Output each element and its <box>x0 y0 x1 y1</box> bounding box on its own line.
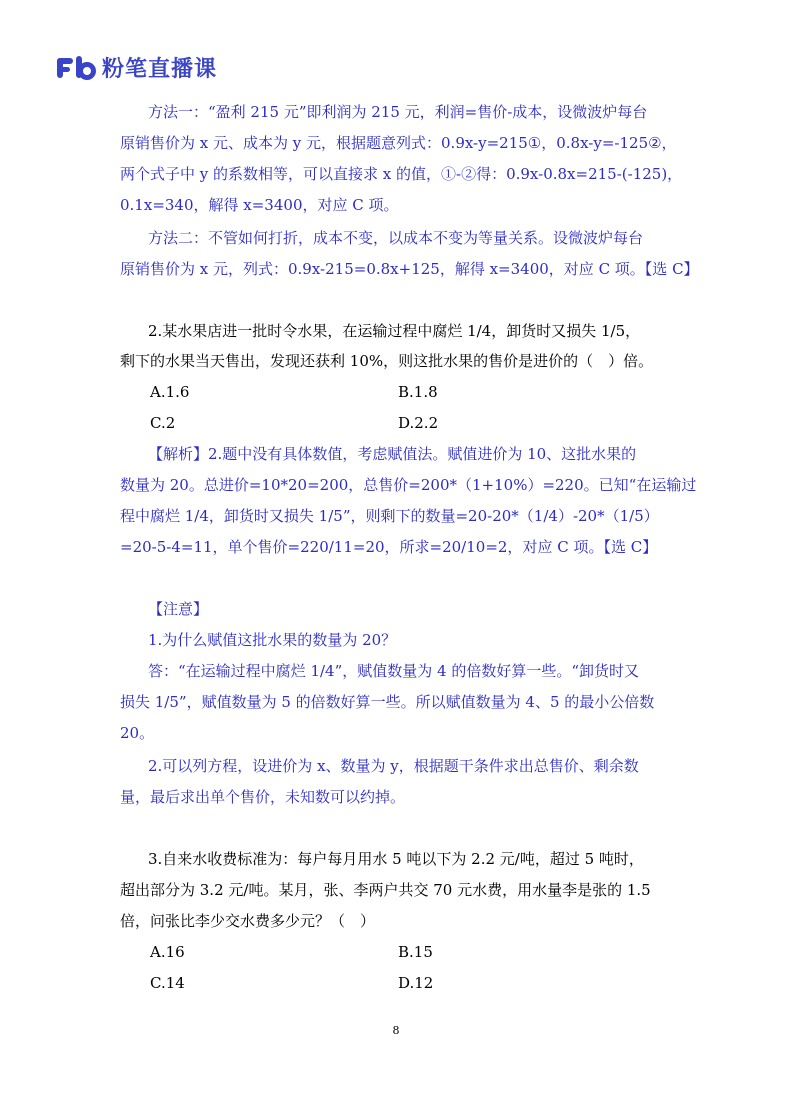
q3-line-2: 超出部分为 3.2 元/吨。某月，张、李两户共交 70 元水费，用水量李是张的 1.5 <box>120 881 651 899</box>
q3-option-d: D.12 <box>398 974 434 992</box>
method1-line-2: 原销售价为 x 元、成本为 y 元，根据题意列式：0.9x-y=215①，0.8x-y=-125②， <box>120 134 677 152</box>
method1-line-3: 两个式子中 y 的系数相等，可以直接求 x 的值，①-②得：0.9x-0.8x=215-(-125)， <box>120 165 683 183</box>
q2-analysis-line-3: 程中腐烂 1/4，卸货时又损失 1/5”，则剩下的数量=20-20*（1/4）-20*（1/5） <box>120 507 659 525</box>
brand-name: 粉笔直播课 <box>102 57 218 82</box>
note-line-2: 答：“在运输过程中腐烂 1/4”，赋值数量为 4 的倍数好算一些。“卸货时又 <box>148 662 639 680</box>
q3-option-a: A.16 <box>150 943 185 961</box>
note-line-1: 1.为什么赋值这批水果的数量为 20？ <box>148 631 397 649</box>
q2-analysis-line-4: =20-5-4=11，单个售价=220/11=20，所求=20/10=2，对应 C 项。【选 C】 <box>120 538 658 556</box>
method2-line-2: 原销售价为 x 元，列式：0.9x-215=0.8x+125，解得 x=3400，对应 C 项。【选 C】 <box>120 260 699 278</box>
note-line-5: 2.可以列方程，设进价为 x、数量为 y，根据题干条件求出总售价、剩余数 <box>148 757 639 775</box>
page-number: 8 <box>392 1024 400 1037</box>
note-title: 【注意】 <box>148 600 209 618</box>
method1-line-1: 方法一：“盈利 215 元”即利润为 215 元，利润=售价-成本，设微波炉每台 <box>148 103 648 121</box>
note-line-4: 20。 <box>120 724 155 742</box>
q2-option-c: C.2 <box>150 414 176 432</box>
fenbi-logo-icon <box>56 54 96 82</box>
brand-logo <box>56 52 217 83</box>
q3-line-1: 3.自来水收费标准为：每户每月用水 5 吨以下为 2.2 元/吨，超过 5 吨时， <box>148 850 644 868</box>
q2-line-1: 2.某水果店进一批时令水果，在运输过程中腐烂 1/4，卸货时又损失 1/5， <box>148 322 641 340</box>
method1-line-4: 0.1x=340，解得 x=3400，对应 C 项。 <box>120 196 399 214</box>
note-line-3: 损失 1/5”，赋值数量为 5 的倍数好算一些。所以赋值数量为 4、5 的最小公倍数 <box>120 693 655 711</box>
q3-option-c: C.14 <box>150 974 185 992</box>
q2-analysis-line-1: 【解析】2.题中没有具体数值，考虑赋值法。赋值进价为 10、这批水果的 <box>148 445 637 463</box>
q2-analysis-line-2: 数量为 20。总进价=10*20=200，总售价=200*（1+10%）=220。已知“在运输过 <box>120 476 697 494</box>
q2-option-b: B.1.8 <box>398 383 438 401</box>
note-line-6: 量，最后求出单个售价，未知数可以约掉。 <box>120 788 406 806</box>
q2-line-2: 剩下的水果当天售出，发现还获利 10%，则这批水果的售价是进价的（ ）倍。 <box>120 352 654 370</box>
q2-option-d: D.2.2 <box>398 414 439 432</box>
q3-line-3: 倍，问张比李少交水费多少元？（ ） <box>120 912 376 930</box>
method2-line-1: 方法二：不管如何打折，成本不变，以成本不变为等量关系。设微波炉每台 <box>148 229 644 247</box>
q3-option-b: B.15 <box>398 943 433 961</box>
q2-option-a: A.1.6 <box>150 383 190 401</box>
